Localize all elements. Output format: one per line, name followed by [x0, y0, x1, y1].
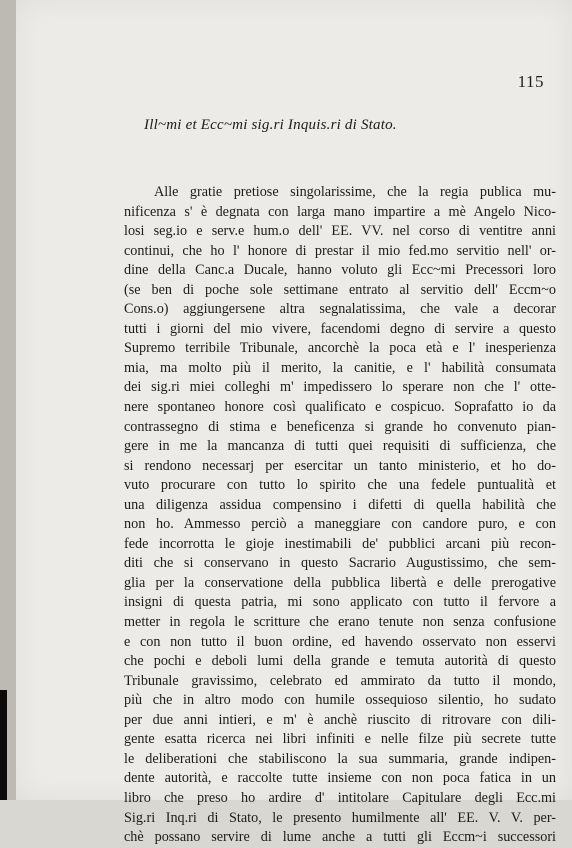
- text-line: gente esatta ricerca nei libri infiniti e nelle filze più secrete tutte: [124, 731, 556, 748]
- text-line: una diligenza assidua compensino i difetti di quella habilità che: [124, 496, 556, 513]
- text-line: vuto procurare con tutto lo spirito che una fedele puntualità et: [124, 477, 556, 494]
- text-line: libro che preso ho ardire d' intitolare Capitulare degli Ecc.mi: [124, 789, 556, 806]
- text-line: Alle gratie pretiose singolarissime, che la regia publica mu-: [154, 184, 556, 200]
- text-line: contrassegno di stima e beneficenza si grande ho convenuto pian-: [124, 418, 556, 435]
- text-line: Sig.ri Inq.ri di Stato, le presento humilmente all' EE. V. V. per-: [124, 809, 556, 826]
- text-line: non ho. Ammesso perciò a maneggiare con candore puro, e con: [124, 516, 556, 533]
- text-line: nificenza s' è degnata con larga mano impartire a mè Angelo Nico-: [124, 203, 556, 220]
- text-line: dine della Canc.a Ducale, hanno voluto gli Ecc~mi Precessori loro: [124, 262, 556, 279]
- text-line: glia per la conservatione della pubblica libertà e delle prerogative: [124, 574, 556, 591]
- text-line: diti che si conservano in questo Sacrario Augustissimo, che sem-: [124, 555, 556, 572]
- text-line: tutti i giorni del mio vivere, facendomi degno di servire a questo: [124, 320, 556, 337]
- text-line: insigni di questa patria, mi sono applicato con tutto il fervore a: [124, 594, 556, 611]
- page-binding-edge: [0, 0, 16, 800]
- text-line: (se ben di poche sole settimane entrato al servitio dell' Eccm~o: [124, 281, 556, 298]
- scan-corner-shadow: [0, 690, 7, 800]
- document-page: [16, 0, 572, 846]
- text-line: più che in altro modo con humile ossequioso silentio, ho sudato: [124, 692, 556, 709]
- text-line: losi seg.io e serv.e hum.o dell' EE. VV. nel corso di ventitre anni: [124, 223, 556, 240]
- text-line: Tribunale gravissimo, celebrato ed ammirato da tutto il mondo,: [124, 672, 556, 689]
- body-text: [124, 183, 556, 848]
- text-line: per due anni intieri, e m' è anchè riuscito di ritrovare con dili-: [124, 711, 556, 728]
- text-line: e con non tutto il buon ordine, ed havendo osservato non esservi: [124, 633, 556, 650]
- text-line: continui, che ho l' honore di prestar il mio fed.mo servitio nell' or-: [124, 242, 556, 259]
- text-line: si rendono necessarj per esercitar un tanto ministerio, et ho do-: [124, 457, 556, 474]
- text-line: mia, ma molto più il merito, la canitie, e l' habilità consumata: [124, 359, 556, 376]
- text-line: dente autorità, e raccolte tutte insieme con non poca fatica in un: [124, 770, 556, 787]
- text-line: Supremo terribile Tribunale, ancorchè la poca età e l' inesperienza: [124, 340, 556, 357]
- text-line: che pochi e deboli lumi della grande e temuta autorità di questo: [124, 653, 556, 670]
- text-line: metter in regola le scritture che erano tenute non senza confusione: [124, 614, 556, 631]
- text-line: le deliberationi che stabiliscono la sua summaria, grande indipen-: [124, 750, 556, 767]
- text-line: gere in me la mancanza di tutti quei requisiti di sufficienza, che: [124, 438, 556, 455]
- text-line: nere spontaneo honore così qualificato e cospicuo. Soprafatto io da: [124, 399, 556, 416]
- page-heading: Ill~mi et Ecc~mi sig.ri Inquis.ri di Stato.: [144, 117, 397, 133]
- text-line: fede incorrotta le gioje inestimabili de' pubblici arcani più recon-: [124, 535, 556, 552]
- text-line: Cons.o) aggiungersene altra segnalatissima, che vale a decorar: [124, 301, 556, 318]
- page-number: 115: [517, 72, 544, 91]
- text-line: chè possano servire di lume anche a tutti gli Eccm~i successori: [124, 829, 556, 846]
- text-line: dei sig.ri miei colleghi m' impedissero lo sperare non che l' otte-: [124, 379, 556, 396]
